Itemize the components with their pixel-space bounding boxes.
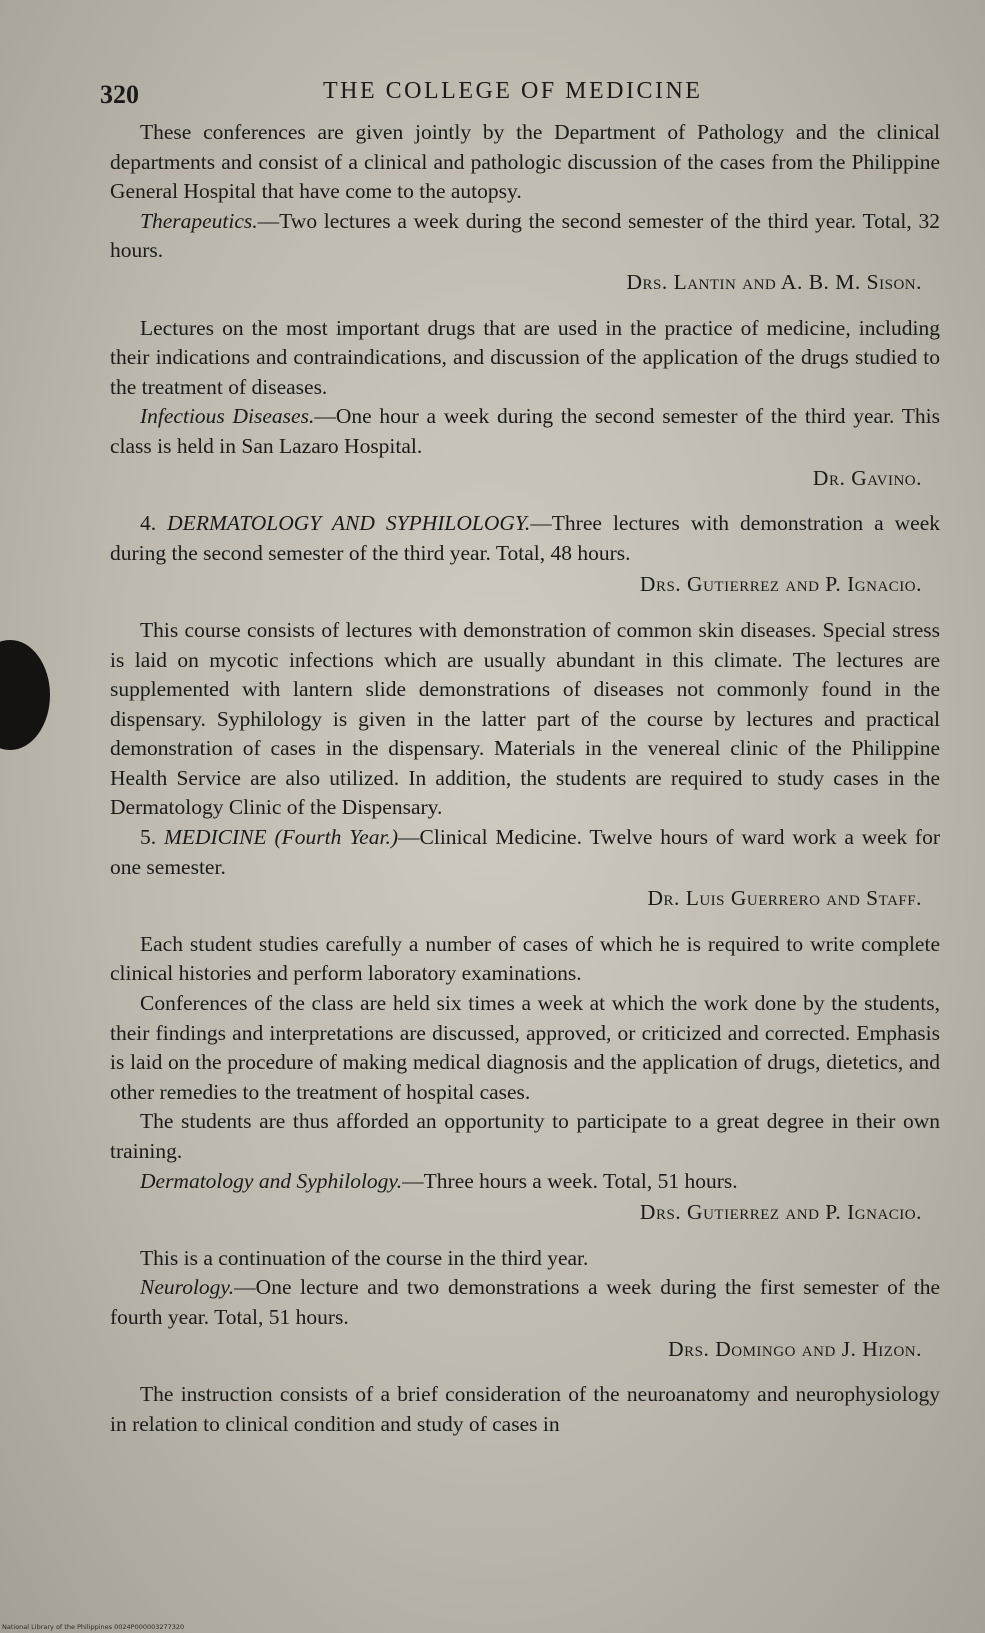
description-neurology: The instruction consists of a brief consideration of the neuroanatomy and neurophysiology in relation to clinical condition and study of cases in (110, 1382, 940, 1436)
instructors-medicine: Dr. Luis Guerrero and Staff. (647, 886, 922, 911)
section-title-dermatology: DERMATOLOGY AND SYPHILOLOGY. (167, 511, 531, 536)
page-body (110, 118, 940, 1439)
course-title-therapeutics: Therapeutics. (140, 208, 258, 233)
paragraph-infectious (110, 402, 940, 461)
paragraph-neurology (110, 1273, 940, 1332)
course-details-dermatology-fourth-year: —Three hours a week. Total, 51 hours. (402, 1168, 738, 1193)
course-details-infectious: —One hour a week during the second semester of the third year. This class is held in San Lazaro Hospital. (110, 404, 940, 458)
instructors-therapeutics: Drs. Lantin and A. B. M. Sison. (626, 269, 922, 294)
page-number: 320 (100, 80, 139, 109)
description-dermatology: This course consists of lectures with demonstration of common skin diseases. Special stress is laid on mycotic infections which are usually abundant in this climate. The lectures are supplemented with lantern slide demonstrations of diseases not commonly found in the dispensary. Syphilology is given in the latter part of the course by lectures and practical demonstration of cases in the dispensary. Materials in the venereal clinic of the Philippine Health Service are also utilized. In addition, the students are required to study cases in the Dermatology Clinic of the Dispensary. (110, 617, 940, 820)
instructors-infectious: Dr. Gavino. (812, 465, 922, 490)
course-details-therapeutics: —Two lectures a week during the second semester of the third year. Total, 32 hours. (110, 208, 940, 263)
section-number-4: 4. (140, 511, 157, 536)
section-subtitle-medicine: (Fourth Year.) (274, 825, 398, 850)
description-therapeutics: Lectures on the most important drugs that are used in the practice of medicine, including their indications and contraindications, and discussion of the application of the drugs studied to the treatment of diseases. (110, 315, 940, 399)
paragraph-dermatology-fourth-year (110, 1167, 940, 1197)
course-title-infectious: Infectious Diseases. (140, 404, 315, 429)
course-title-dermatology-fourth-year: Dermatology and Syphilology. (140, 1168, 403, 1193)
section-number-5: 5. (140, 825, 157, 850)
scan-footer (2, 1623, 184, 1631)
paragraph-therapeutics (110, 207, 940, 266)
item-id: 0024P000003277320 (114, 1623, 185, 1631)
paragraph-dermatology (110, 509, 940, 568)
instructors-neurology: Drs. Domingo and J. Hizon. (668, 1336, 922, 1361)
running-title: THE COLLEGE OF MEDICINE (323, 78, 703, 104)
paragraph-conferences: These conferences are given jointly by the Department of Pathology and the clinical departments and consist of a clinical and pathologic discussion of the cases from the Philippine General Hospital that have come to the autopsy. (110, 120, 940, 204)
instructors-dermatology: Drs. Gutierrez and P. Ignacio. (639, 572, 922, 597)
course-details-dermatology: —Three lectures with demonstration a week during the second semester of the third year. Total, 48 hours. (110, 511, 941, 565)
page-header (0, 78, 985, 118)
description-dermatology-fourth-year: This is a continuation of the course in the third year. (140, 1245, 589, 1270)
course-title-neurology: Neurology. (140, 1275, 235, 1300)
section-title-medicine: MEDICINE (163, 825, 267, 850)
course-details-neurology: —One lecture and two demonstrations a week during the first semester of the fourth year. Total, 51 hours. (110, 1275, 940, 1329)
binding-shadow (0, 640, 50, 750)
library-credit: National Library of the Philippines (2, 1623, 113, 1631)
course-details-medicine: —Clinical Medicine. Twelve hours of ward work a week for one semester. (110, 825, 940, 879)
description-medicine-1: Each student studies carefully a number of cases of which he is required to write complete clinical histories and perform laboratory examinations. (110, 931, 940, 986)
instructors-dermatology-fourth-year: Drs. Gutierrez and P. Ignacio. (639, 1200, 922, 1225)
description-medicine-2: Conferences of the class are held six times a week at which the work done by the students, their findings and interpretations are discussed, approved, or criticized and corrected. Emphasis is laid on the procedure of making medical diagnosis and the application of drugs, dietetics, and other remedies to the treatment of hospital cases. (110, 991, 940, 1104)
description-medicine-3: The students are thus afforded an opportunity to participate to a great degree in their own training. (110, 1109, 940, 1163)
paragraph-medicine (110, 823, 940, 882)
